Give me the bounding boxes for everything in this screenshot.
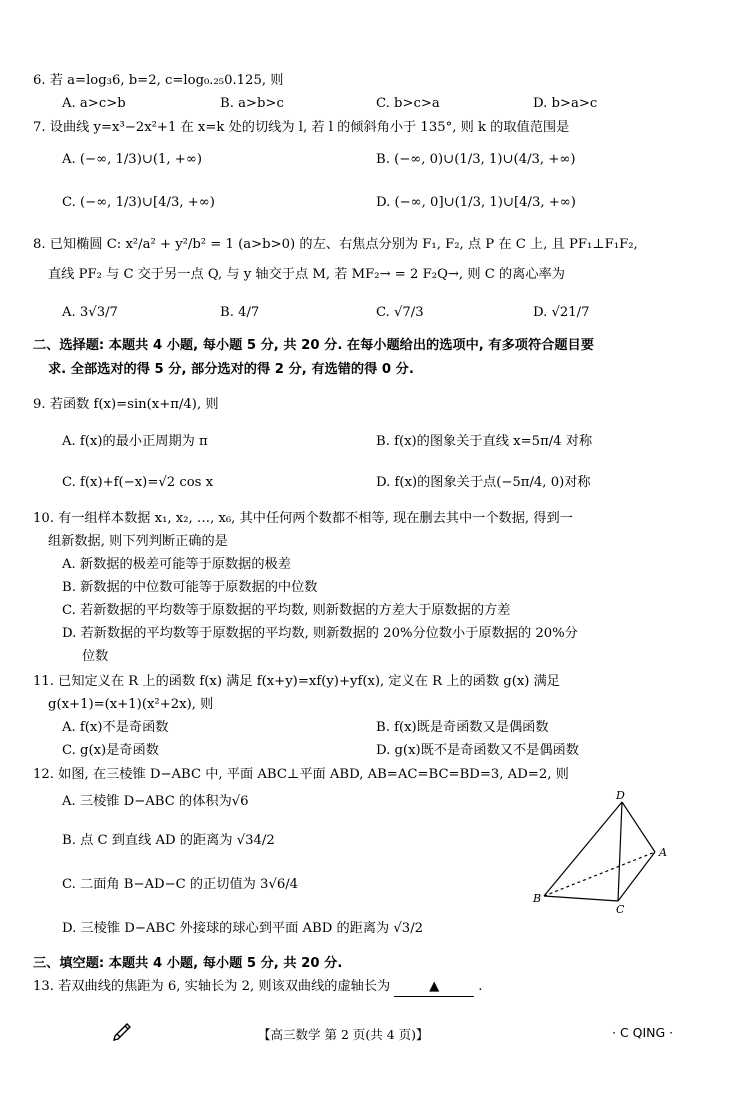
- q8-stem-line1: 8. 已知椭圆 C: x²/a² + y²/b² = 1 (a>b>0) 的左、右焦点分别为 F₁, F₂, 点 P 在 C 上, 且 PF₁⊥F₁F₂,: [33, 237, 638, 252]
- q10-option-b: B. 新数据的中位数可能等于原数据的中位数: [62, 580, 318, 595]
- q13-line: [33, 978, 482, 997]
- edge-ca: [618, 852, 655, 901]
- q7-option-a: A. (−∞, 1/3)∪(1, +∞): [62, 152, 202, 167]
- footer-brand: · C QING ·: [612, 1025, 674, 1040]
- q10-stem-line2: 组新数据, 则下列判断正确的是: [48, 534, 228, 549]
- q9-option-d: D. f(x)的图象关于点(−5π/4, 0)对称: [376, 475, 591, 490]
- q8-stem-line2: 直线 PF₂ 与 C 交于另一点 Q, 与 y 轴交于点 M, 若 MF₂→ = 2 F₂Q→, 则 C 的离心率为: [48, 267, 565, 282]
- section2-title-line1: 二、选择题: 本题共 4 小题, 每小题 5 分, 共 20 分. 在每小题给出的选项中, 有多项符合题目要: [33, 338, 594, 353]
- q10-option-c: C. 若新数据的平均数等于原数据的平均数, 则新数据的方差大于原数据的方差: [62, 603, 511, 618]
- footer-page-info: 【高三数学 第 2 页(共 4 页)】: [258, 1027, 429, 1042]
- q9-option-b: B. f(x)的图象关于直线 x=5π/4 对称: [376, 434, 593, 449]
- q12-option-b: B. 点 C 到直线 AD 的距离为 √34/2: [62, 833, 275, 848]
- q12-option-c: C. 二面角 B−AD−C 的正切值为 3√6/4: [62, 877, 299, 892]
- q8-option-a: A. 3√3/7: [62, 305, 118, 320]
- q13-answer-blank: [394, 978, 474, 997]
- label-a: A: [659, 846, 667, 859]
- q7-option-d: D. (−∞, 0]∪(1/3, 1)∪[4/3, +∞): [376, 195, 576, 210]
- q7-stem: 7. 设曲线 y=x³−2x²+1 在 x=k 处的切线为 l, 若 l 的倾斜角小于 135°, 则 k 的取值范围是: [33, 120, 570, 135]
- triangle-icon: ▲: [429, 979, 440, 994]
- q11-stem-line1: 11. 已知定义在 R 上的函数 f(x) 满足 f(x+y)=xf(y)+yf(x), 定义在 R 上的函数 g(x) 满足: [33, 674, 560, 689]
- edge-db: [544, 802, 622, 896]
- q9-option-a: A. f(x)的最小正周期为 π: [62, 434, 208, 449]
- edge-bc: [544, 896, 618, 901]
- q8-option-d: D. √21/7: [533, 305, 590, 320]
- label-b: B: [533, 892, 542, 905]
- pyramid-figure: [530, 790, 680, 915]
- q6-option-d: D. b>a>c: [533, 96, 598, 111]
- q11-option-d: D. g(x)既不是奇函数又不是偶函数: [376, 743, 579, 758]
- pencil-icon: [112, 1019, 134, 1041]
- q10-option-d: D. 若新数据的平均数等于原数据的平均数, 则新数据的 20%分位数小于原数据的 20%分: [62, 626, 578, 641]
- q13-end: .: [478, 979, 483, 994]
- q11-stem-line2: g(x+1)=(x+1)(x²+2x), 则: [48, 697, 214, 712]
- q6-stem: 6. 若 a=log₃6, b=2, c=log₀.₂₅0.125, 则: [33, 73, 284, 88]
- q6-option-b: B. a>b>c: [220, 96, 284, 111]
- label-d: D: [616, 790, 625, 802]
- q9-stem: 9. 若函数 f(x)=sin(x+π/4), 则: [33, 397, 219, 412]
- edge-da: [622, 802, 655, 852]
- q11-option-a: A. f(x)不是奇函数: [62, 720, 169, 735]
- q12-option-a: A. 三棱锥 D−ABC 的体积为√6: [62, 794, 249, 809]
- section3-title: 三、填空题: 本题共 4 小题, 每小题 5 分, 共 20 分.: [33, 956, 343, 971]
- q10-stem-line1: 10. 有一组样本数据 x₁, x₂, …, x₆, 其中任何两个数都不相等, 现在删去其中一个数据, 得到一: [33, 511, 573, 526]
- edge-dc: [618, 802, 622, 901]
- label-c: C: [616, 903, 625, 915]
- q7-option-c: C. (−∞, 1/3)∪[4/3, +∞): [62, 195, 215, 210]
- q10-option-d-cont: 位数: [82, 649, 109, 664]
- q12-stem: 12. 如图, 在三棱锥 D−ABC 中, 平面 ABC⊥平面 ABD, AB=AC=BC=BD=3, AD=2, 则: [33, 767, 569, 782]
- q10-option-a: A. 新数据的极差可能等于原数据的极差: [62, 557, 291, 572]
- q12-option-d: D. 三棱锥 D−ABC 外接球的球心到平面 ABD 的距离为 √3/2: [62, 921, 424, 936]
- section2-title-line2: 求. 全部选对的得 5 分, 部分选对的得 2 分, 有选错的得 0 分.: [48, 362, 414, 377]
- q9-option-c: C. f(x)+f(−x)=√2 cos x: [62, 475, 214, 490]
- q6-option-c: C. b>c>a: [376, 96, 440, 111]
- q11-option-b: B. f(x)既是奇函数又是偶函数: [376, 720, 549, 735]
- q8-option-c: C. √7/3: [376, 305, 424, 320]
- q6-option-a: A. a>c>b: [62, 96, 126, 111]
- q7-option-b: B. (−∞, 0)∪(1/3, 1)∪(4/3, +∞): [376, 152, 576, 167]
- q11-option-c: C. g(x)是奇函数: [62, 743, 159, 758]
- q8-option-b: B. 4/7: [220, 305, 260, 320]
- q13-stem: 13. 若双曲线的焦距为 6, 实轴长为 2, 则该双曲线的虚轴长为: [33, 979, 391, 994]
